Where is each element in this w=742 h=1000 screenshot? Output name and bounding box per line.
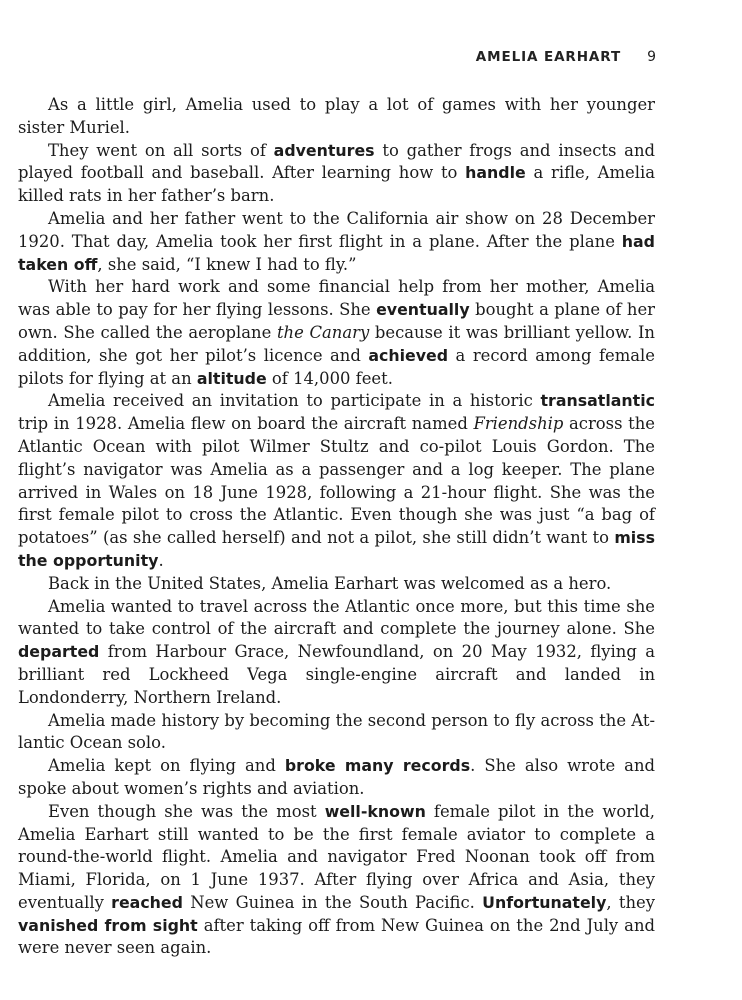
text-run: With her hard work and some financial help from her mother, Amelia was able to pay for her flying lessons. She (18, 277, 655, 320)
text-run: Even though she was the most (48, 801, 325, 821)
chapter-title: AMELIA EARHART (475, 49, 622, 65)
paragraph (18, 276, 655, 390)
text-run: . (158, 550, 164, 570)
paragraph (18, 573, 655, 596)
text-run: , she said, “I knew I had to fly.” (97, 254, 357, 274)
page-number: 9 (647, 49, 656, 65)
vocabulary-term: transatlantic (540, 391, 655, 411)
text-run: female pilot in the world, Amelia Earhart still wanted to be the first female aviator to complete a round-the-world flight. Amelia and navigator Fred Noonan took off from Miami, Florida, on 1 June 1937. After flying over Africa and Asia, they eventually (18, 801, 655, 912)
italic-title: Friendship (473, 414, 564, 434)
vocabulary-term: altitude (196, 368, 267, 388)
vocabulary-term: vanished from sight (18, 915, 198, 935)
text-run: of 14,000 feet. (266, 368, 393, 388)
paragraph (18, 140, 655, 208)
text-run: trip in 1928. Amelia flew on board the aircraft named (18, 414, 474, 434)
paragraph (18, 596, 655, 710)
text-run: because it was brilliant yellow. In addition, she got her pilot’s licence and (18, 322, 655, 365)
text-run: Amelia wanted to travel across the Atlantic once more, but this time she wanted to take control of the aircraft and complete the journey alone. She (18, 596, 655, 639)
vocabulary-term: Unfortunately (482, 892, 607, 912)
paragraph (18, 710, 655, 756)
vocabulary-term: achieved (368, 345, 449, 365)
text-run: a record among female pilots for flying at an (18, 345, 655, 388)
vocabulary-term: well-known (324, 801, 426, 821)
body-text (18, 94, 655, 960)
vocabulary-term: eventually (376, 300, 470, 320)
vocabulary-term: reached (111, 892, 183, 912)
text-run: As a little girl, Amelia used to play a lot of games with her younger sister Muriel. (18, 95, 655, 137)
text-run: They went on all sorts of (48, 140, 274, 160)
vocabulary-term: broke many records (284, 756, 471, 776)
text-run: across the Atlantic Ocean with pilot Wilmer Stultz and co-pilot Louis Gordon. The flight’s navigator was Amelia as a passenger and a log keeper. The plane arrived in Wales on 18 June 1928, following a 21-hour flight. She was the first female pilot to cross the Atlantic. Even though she was just “a bag of potatoes” (as she called herself) and not a pilot, she still didn’t want to (18, 414, 655, 548)
text-run: Amelia received an invitation to participate in a historic (48, 391, 541, 411)
paragraph (18, 755, 655, 801)
paragraph (18, 208, 655, 276)
text-run: from Harbour Grace, Newfoundland, on 20 May 1932, flying a brilliant red Lockheed Vega single-engine aircraft and landed in Londonderry, Northern Ireland. (18, 642, 655, 707)
text-run: Back in the United States, Amelia Earhart was welcomed as a hero. (48, 573, 612, 593)
vocabulary-term: had taken off (18, 231, 655, 274)
text-run: after taking off from New Guinea on the 2nd July and were never seen again. (18, 915, 655, 958)
paragraph (18, 94, 655, 140)
text-run: New Guinea in the South Pacific. (182, 892, 483, 912)
text-run: Amelia made history by becoming the second person to fly across the Atlantic Ocean solo. (18, 710, 655, 753)
running-header (0, 46, 656, 68)
vocabulary-term: miss the opportunity (18, 528, 655, 570)
paragraph (18, 801, 655, 961)
text-run: bought a plane of her own. She called the aeroplane (18, 300, 655, 342)
text-run: . She also wrote and spoke about women’s rights and aviation. (18, 756, 655, 798)
text-run: Amelia kept on flying and (48, 756, 285, 776)
italic-title: the Canary (276, 322, 370, 342)
vocabulary-term: adventures (273, 140, 375, 160)
paragraph (18, 390, 655, 572)
text-run: , they (606, 892, 655, 912)
text-run: to gather frogs and insects and played football and baseball. After learning how to (18, 140, 655, 183)
vocabulary-term: handle (465, 163, 526, 183)
text-run: a rifle, Amelia killed rats in her father’s barn. (18, 163, 655, 206)
text-run: Amelia and her father went to the California air show on 28 December 1920. That day, Amelia took her first flight in a plane. After the plane (18, 208, 655, 251)
vocabulary-term: departed (18, 642, 100, 662)
